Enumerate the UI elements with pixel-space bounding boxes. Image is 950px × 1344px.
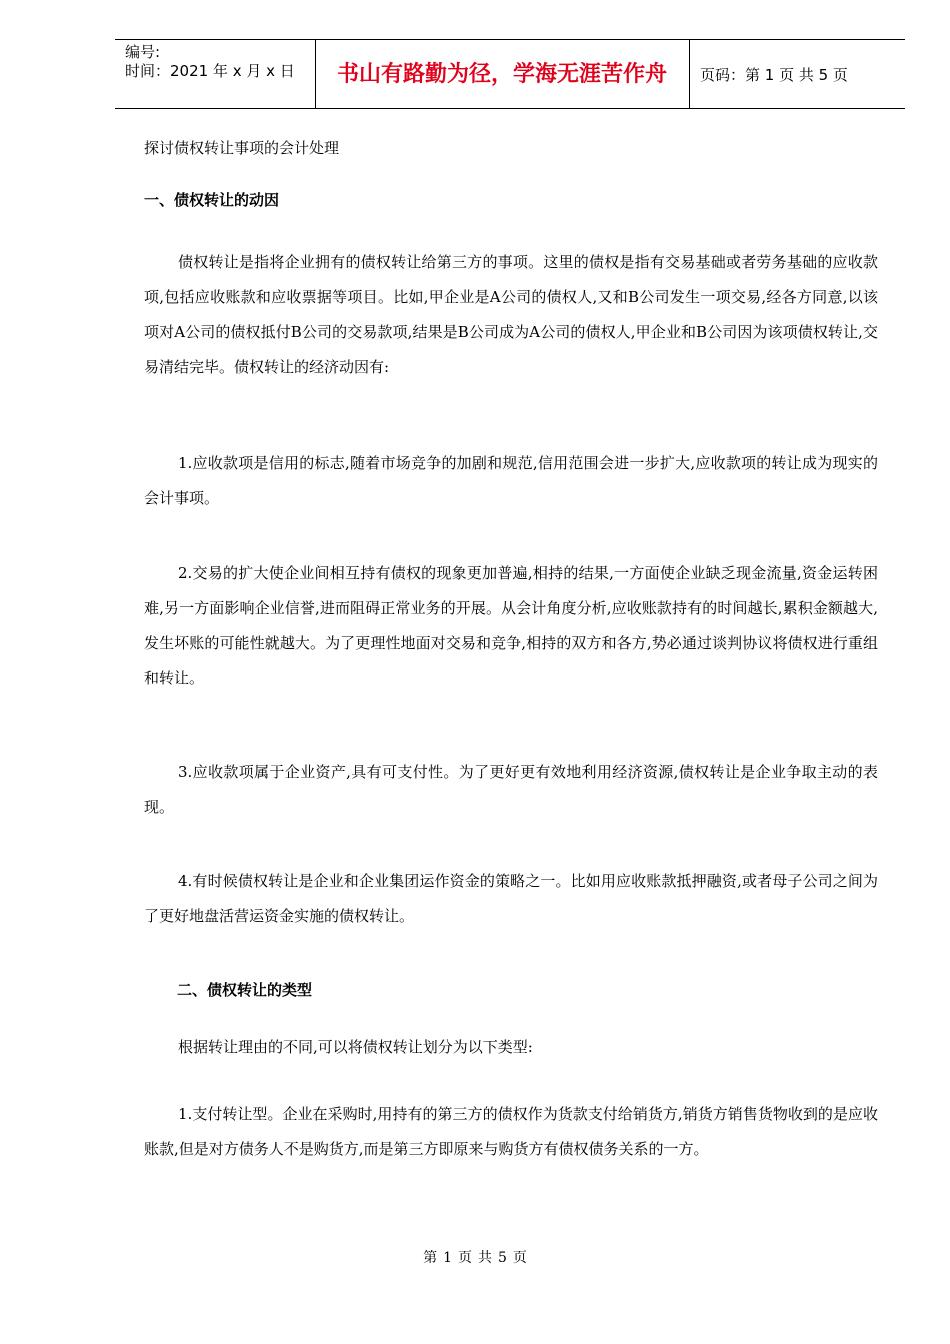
footer-page-unit: 页 (458, 1250, 472, 1266)
footer-total-unit: 页 (512, 1250, 527, 1266)
footer-page-word: 第 (423, 1250, 438, 1266)
paragraph-item-4: 4.有时候债权转让是企业和企业集团运作资金的策略之一。比如用应收账款抵押融资,或者母子公司之间为了更好地盘活营运资金实施的债权转让。 (144, 872, 878, 925)
page-footer (0, 1247, 950, 1267)
header-page-info: 页码：第 1 页 共 5 页 (700, 66, 848, 84)
page-header (115, 39, 905, 109)
paragraph-item-3: 3.应收款项属于企业资产,具有可支付性。为了更好更有效地利用经济资源,债权转让是企业争取主动的表现。 (144, 763, 878, 816)
footer-total-number: 5 (498, 1250, 507, 1266)
header-motto: 书山有路勤为径，学海无涯苦作舟 (336, 62, 667, 87)
paragraph-intro: 债权转让是指将企业拥有的债权转让给第三方的事项。这里的债权是指有交易基础或者劳务基础的应收款项,包括应收账款和应收票据等项目。比如,甲企业是A公司的债权人,又和B公司发生一项交易,经各方同意,以该项对A公司的债权抵付B公司的交易款项,结果是B公司成为A公司的债权人,甲企业和B公司因为该项债权转让,交易清结完毕。债权转让的经济动因有: (144, 253, 878, 376)
paragraph-type-1: 1.支付转让型。企业在采购时,用持有的第三方的债权作为货款支付给销货方,销货方销售货物收到的是应收账款,但是对方债务人不是购货方,而是第三方即原来与购货方有债权债务关系的一方。 (144, 1105, 878, 1158)
footer-page-number: 1 (443, 1250, 452, 1266)
paragraph-types-intro: 根据转让理由的不同,可以将债权转让划分为以下类型: (178, 1038, 533, 1056)
section-heading-types: 二、债权转让的类型 (177, 981, 313, 999)
footer-total-word: 共 (478, 1250, 492, 1266)
paragraph-item-2: 2.交易的扩大使企业间相互持有债权的现象更加普遍,相持的结果,一方面使企业缺乏现金流量,资金运转困难,另一方面影响企业信誉,进而阻碍正常业务的开展。从会计角度分析,应收账款持有的时间越长,累积金额越大,发生坏账的可能性就越大。为了更理性地面对交易和竞争,相持的双方和各方,势必通过谈判协议将债权进行重组和转让。 (144, 564, 878, 687)
document-number-label: 编号: (125, 43, 161, 61)
document-title: 探讨债权转让事项的会计处理 (144, 139, 340, 157)
section-heading-motives: 一、债权转让的动因 (144, 191, 280, 209)
header-divider (689, 40, 690, 108)
header-meta-cell (115, 40, 315, 108)
document-time-label: 时间：2021 年 x 月 x 日 (125, 62, 295, 80)
paragraph-item-1: 1.应收款项是信用的标志,随着市场竞争的加剧和规范,信用范围会进一步扩大,应收款项的转让成为现实的会计事项。 (144, 454, 878, 507)
